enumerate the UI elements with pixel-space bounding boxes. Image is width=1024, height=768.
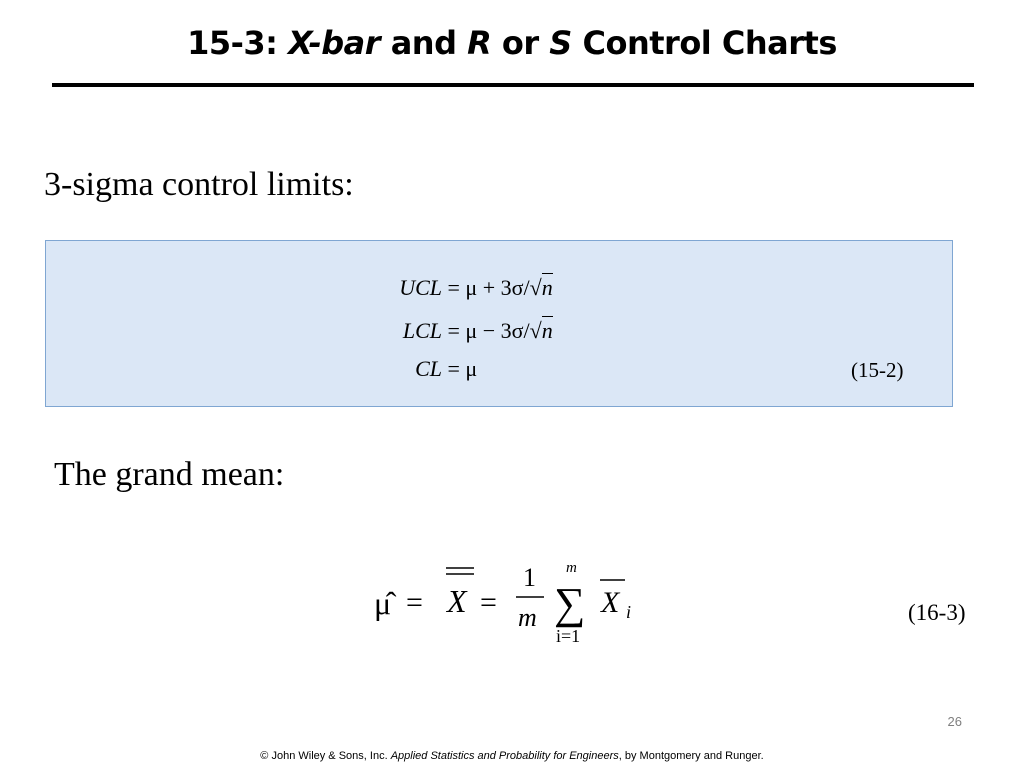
equation-number-15-2: (15-2) [851, 358, 904, 382]
summation-icon: ∑ [554, 579, 586, 628]
title-xbar: X-bar [288, 24, 381, 62]
ucl-mu: μ [465, 275, 478, 300]
grand-mean-label: The grand mean: [54, 456, 285, 493]
ucl-op: + [477, 275, 501, 300]
ucl-lhs: UCL [399, 275, 442, 300]
ucl-coef: 3σ/ [500, 275, 530, 300]
title-and: and [380, 24, 468, 62]
ucl-n: n [541, 275, 553, 300]
lcl-equation [394, 318, 553, 344]
footer-book-title: Applied Statistics and Probability for Engineers [390, 750, 619, 762]
title-or: or [491, 24, 550, 62]
lcl-n: n [541, 318, 553, 343]
fraction-denominator: m [518, 603, 537, 632]
cl-mu: μ [465, 356, 478, 381]
lcl-lhs: LCL [402, 318, 442, 343]
footer-citation [0, 750, 1024, 762]
footer-prefix: © John Wiley & Sons, Inc. [260, 750, 391, 762]
lcl-eq: = [442, 318, 466, 343]
page-number: 26 [947, 714, 962, 729]
cl-lhs: CL [415, 356, 442, 381]
x-bar-term: X [601, 586, 620, 619]
x-double-bar: X [447, 583, 467, 619]
control-limits-label: 3-sigma control limits: [44, 166, 354, 203]
equals-2: = [480, 586, 497, 619]
lcl-op: − [477, 318, 501, 343]
title-suffix: Control Charts [571, 24, 837, 62]
footer-suffix: , by Montgomery and Runger. [618, 750, 764, 762]
sum-lower-limit: i=1 [556, 626, 581, 646]
cl-equation [394, 356, 477, 382]
title-r: R [467, 24, 492, 62]
sum-upper-limit: m [566, 560, 577, 576]
equals-1: = [406, 586, 423, 619]
slide-title [0, 24, 1024, 62]
equation-number-16-3: (16-3) [908, 600, 966, 625]
lcl-sqrt-icon: √ [529, 318, 542, 343]
mu-hat: μ̂ [374, 585, 392, 621]
grand-mean-equation [370, 556, 650, 656]
ucl-sqrt-icon: √ [529, 275, 542, 300]
title-prefix: 15-3: [187, 24, 289, 62]
x-subscript: i [626, 602, 632, 622]
lcl-coef: 3σ/ [500, 318, 530, 343]
lcl-mu: μ [465, 318, 478, 343]
title-underline [52, 83, 974, 87]
cl-eq: = [442, 356, 466, 381]
ucl-eq: = [442, 275, 466, 300]
title-s: S [549, 24, 572, 62]
fraction-numerator: 1 [523, 563, 536, 592]
ucl-equation [394, 275, 553, 301]
